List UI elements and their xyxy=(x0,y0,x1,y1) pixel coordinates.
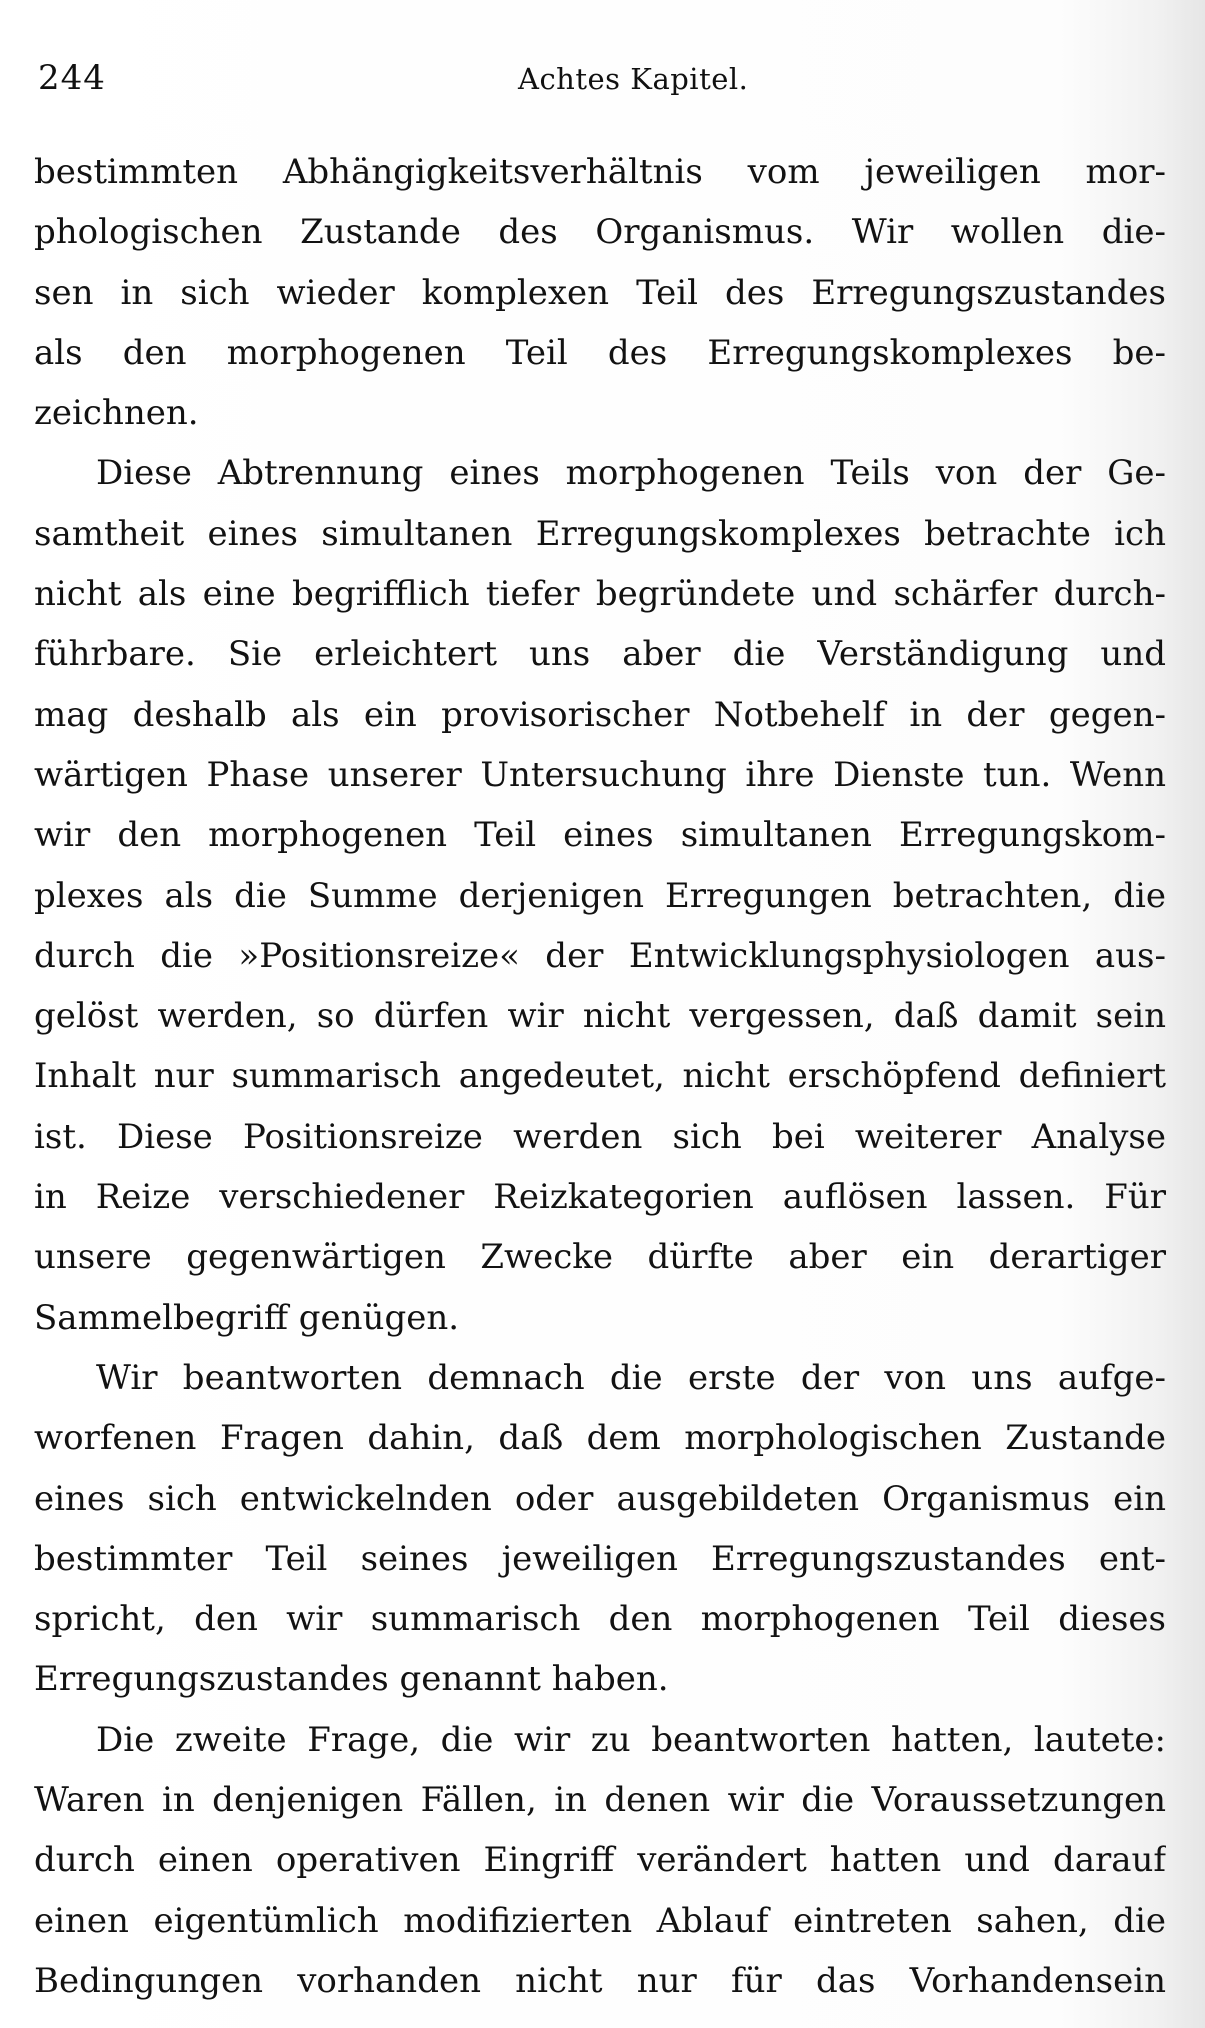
text-line: Erregungszustandes genannt haben. xyxy=(34,1659,669,1700)
text-line: unsere gegenwärtigen Zwecke dürfte aber ein derartiger xyxy=(34,1237,1166,1278)
paragraph-2 xyxy=(34,443,1166,1347)
text-line: samtheit eines simultanen Erregungskomplexes betrachte ich xyxy=(34,513,1166,554)
text-line: in Reize verschiedener Reizkategorien auflösen lassen. Für xyxy=(34,1177,1166,1218)
text-line: durch einen operativen Eingriff verändert hatten und darauf xyxy=(34,1840,1166,1881)
text-line: wir den morphogenen Teil eines simultanen Erregungskom- xyxy=(34,815,1166,856)
text-line: Bedingungen vorhanden nicht nur für das Vorhandensein xyxy=(34,1960,1166,2001)
text-line: sen in sich wieder komplexen Teil des Erregungszustandes xyxy=(34,272,1166,313)
text-line: einen eigentümlich modifizierten Ablauf eintreten sahen, die xyxy=(34,1900,1166,1941)
page-header xyxy=(38,58,1168,108)
text-line: eines sich entwickelnden oder ausgebildeten Organismus ein xyxy=(34,1478,1166,1519)
text-line: gelöst werden, so dürfen wir nicht vergessen, daß damit sein xyxy=(34,996,1166,1037)
text-line: Die zweite Frage, die wir zu beantworten hatten, lautete: xyxy=(96,1719,1166,1760)
body-text xyxy=(34,142,1166,2011)
text-line: worfenen Fragen dahin, daß dem morphologischen Zustande xyxy=(34,1418,1166,1459)
text-line: als den morphogenen Teil des Erregungskomplexes be- xyxy=(34,332,1166,373)
text-line: nicht als eine begrifflich tiefer begründete und schärfer durch- xyxy=(34,574,1166,615)
paragraph-1 xyxy=(34,142,1166,443)
text-line: Waren in denjenigen Fällen, in denen wir die Voraussetzungen xyxy=(34,1780,1166,1821)
text-line: Wir beantworten demnach die erste der von uns aufge- xyxy=(96,1357,1166,1398)
text-line: bestimmten Abhängigkeitsverhältnis vom jeweiligen mor- xyxy=(34,152,1166,192)
text-line: bestimmter Teil seines jeweiligen Erregungszustandes ent- xyxy=(34,1538,1166,1579)
text-line: mag deshalb als ein provisorischer Notbehelf in der gegen- xyxy=(34,694,1166,735)
text-line: Inhalt nur summarisch angedeutet, nicht erschöpfend definiert xyxy=(34,1056,1166,1097)
text-line: Diese Abtrennung eines morphogenen Teils von der Ge- xyxy=(96,453,1166,494)
running-head: Achtes Kapitel. xyxy=(518,62,749,96)
paragraph-4 xyxy=(34,1710,1166,2011)
text-line: ist. Diese Positionsreize werden sich bei weiterer Analyse xyxy=(34,1116,1166,1157)
text-line: durch die »Positionsreize« der Entwicklungsphysiologen aus- xyxy=(34,935,1166,976)
page-number: 244 xyxy=(38,58,106,98)
text-line: führbare. Sie erleichtert uns aber die Verständigung und xyxy=(34,634,1166,675)
text-line: zeichnen. xyxy=(34,393,199,434)
text-line: plexes als die Summe derjenigen Erregungen betrachten, die xyxy=(34,875,1166,916)
text-line: spricht, den wir summarisch den morphogenen Teil dieses xyxy=(34,1599,1166,1640)
text-line: phologischen Zustande des Organismus. Wir wollen die- xyxy=(34,212,1166,253)
text-line: wärtigen Phase unserer Untersuchung ihre Dienste tun. Wenn xyxy=(34,754,1166,795)
text-line: Sammelbegriff genügen. xyxy=(34,1297,460,1338)
paragraph-3 xyxy=(34,1348,1166,1710)
